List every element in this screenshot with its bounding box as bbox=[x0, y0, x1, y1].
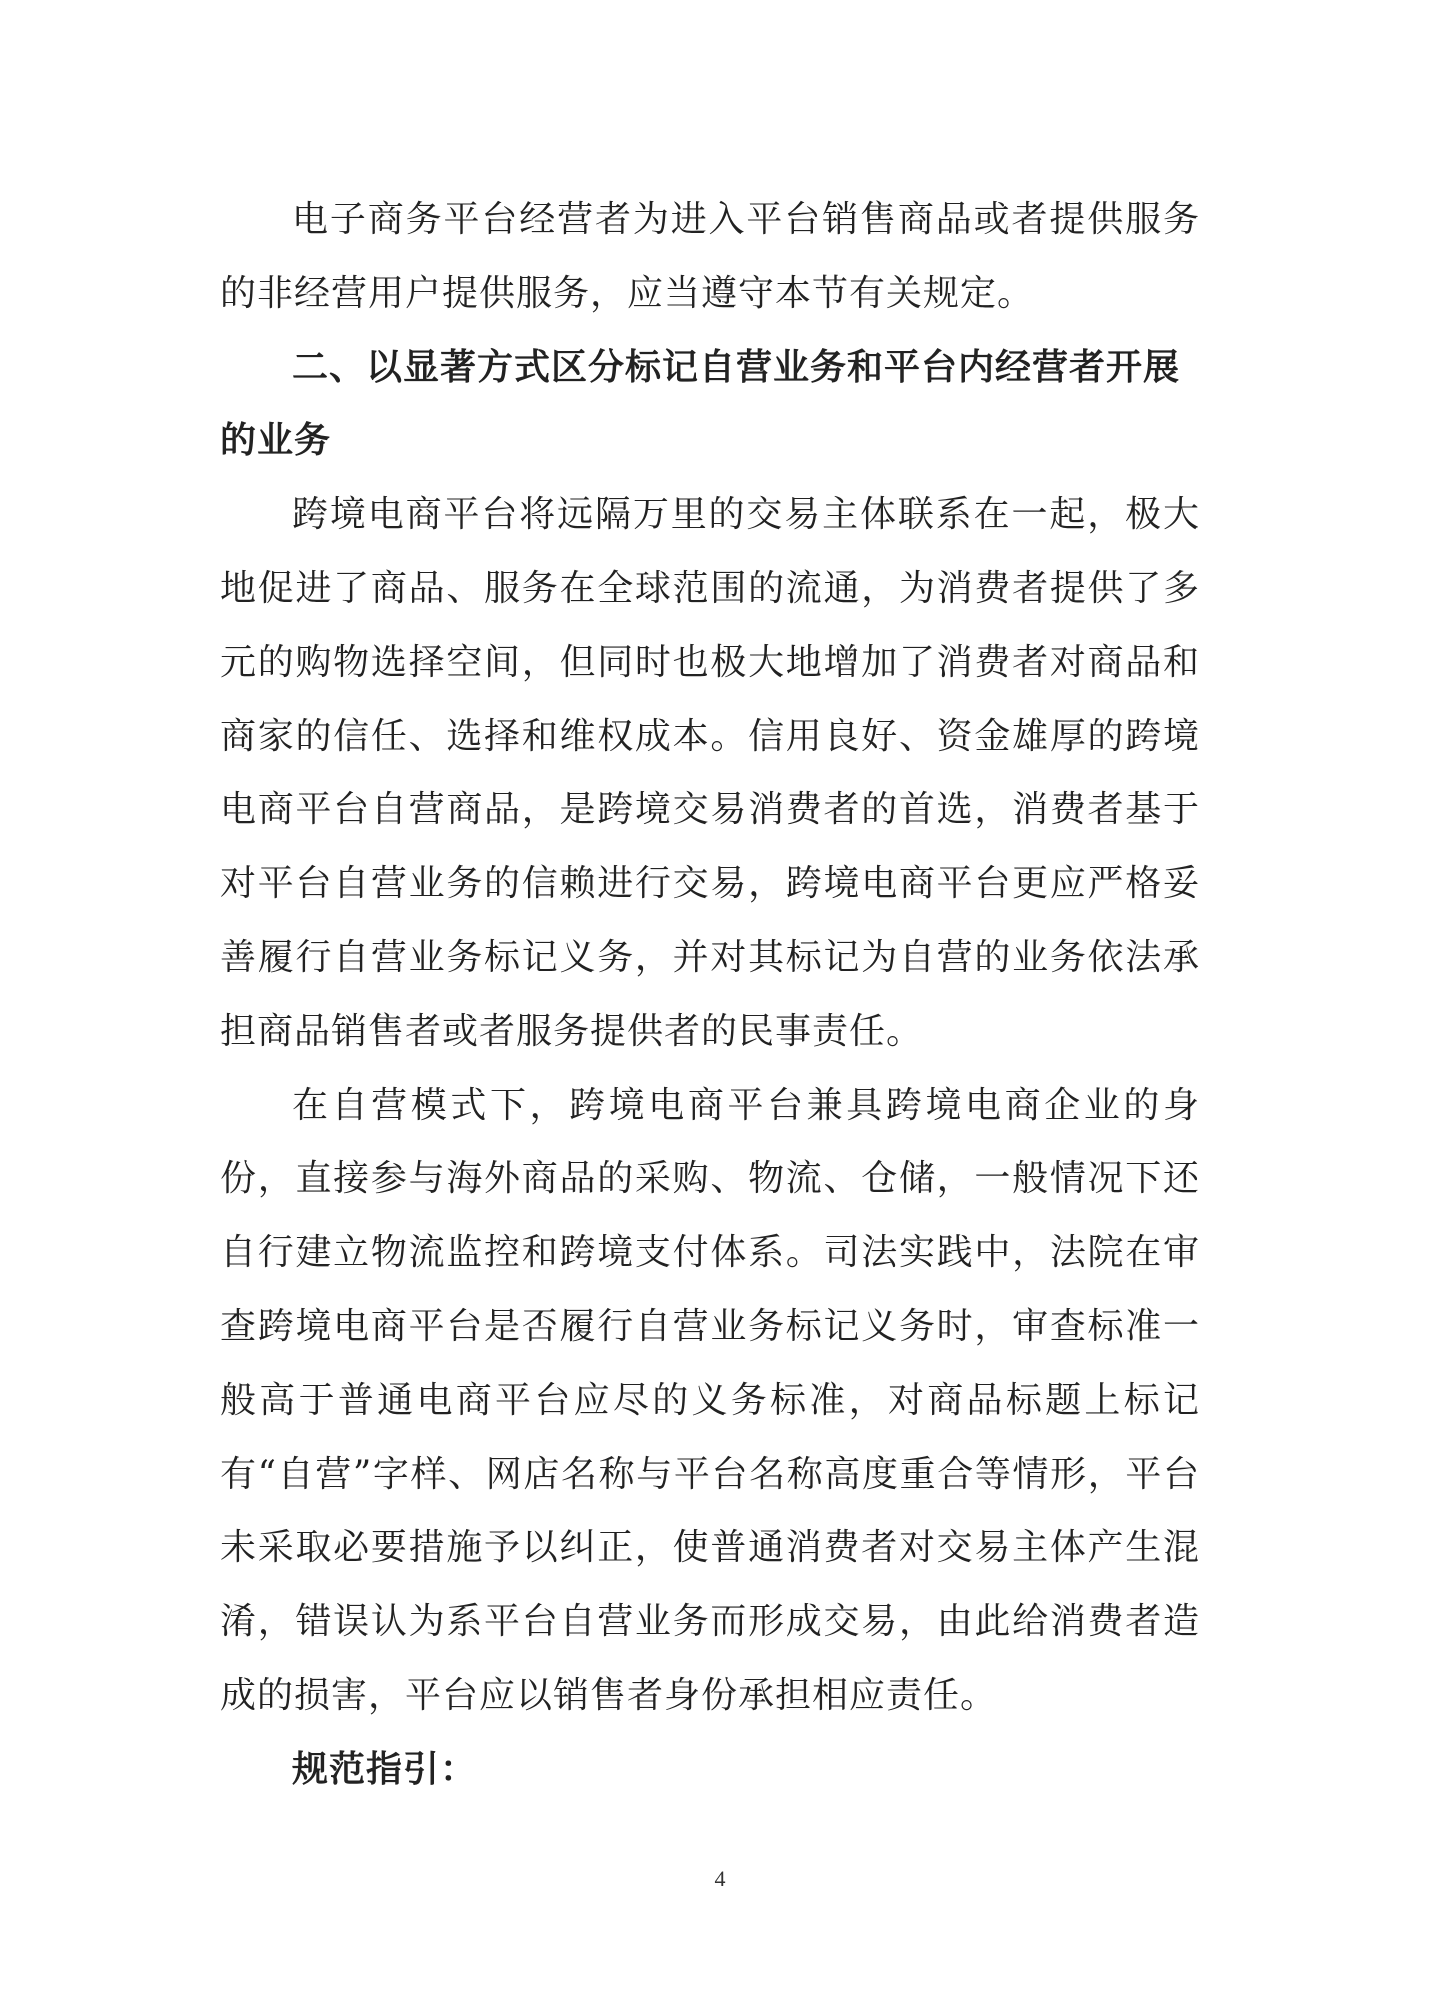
section-heading-guidance: 规范指引： bbox=[292, 1747, 478, 1790]
paragraph-self-operated-mode: 在自营模式下，跨境电商平台兼具跨境电商企业的身份，直接参与海外商品的采购、物流、仓储，一般情况下还自行建立物流监控和跨境支付体系。司法实践中，法院在审查跨境电商平台是否履行自营业务标记义务时，审查标准一般高于普通电商平台应尽的义务标准，对商品标题上标记有“自营”字样、网店名称与平台名称高度重合等情形，平台未采取必要措施予以纠正，使普通消费者对交易主体产生混淆，错误认为系平台自营业务而形成交易，由此给消费者造成的损害，平台应以销售者身份承担相应责任。 bbox=[220, 1084, 1200, 1716]
document-body bbox=[220, 183, 1200, 1807]
page-number: 4 bbox=[714, 1866, 726, 1891]
section-heading-self-operated: 二、以显著方式区分标记自营业务和平台内经营者开展的业务 bbox=[220, 345, 1181, 462]
paragraph-cross-border-platform: 跨境电商平台将远隔万里的交易主体联系在一起，极大地促进了商品、服务在全球范围的流通，为消费者提供了多元的购物选择空间，但同时也极大地增加了消费者对商品和商家的信任、选择和维权成本。信用良好、资金雄厚的跨境电商平台自营商品，是跨境交易消费者的首选，消费者基于对平台自营业务的信赖进行交易，跨境电商平台更应严格妥善履行自营业务标记义务，并对其标记为自营的业务依法承担商品销售者或者服务提供者的民事责任。 bbox=[220, 494, 1200, 1052]
paragraph-non-business-users: 电子商务平台经营者为进入平台销售商品或者提供服务的非经营用户提供服务，应当遵守本节有关规定。 bbox=[220, 199, 1200, 314]
